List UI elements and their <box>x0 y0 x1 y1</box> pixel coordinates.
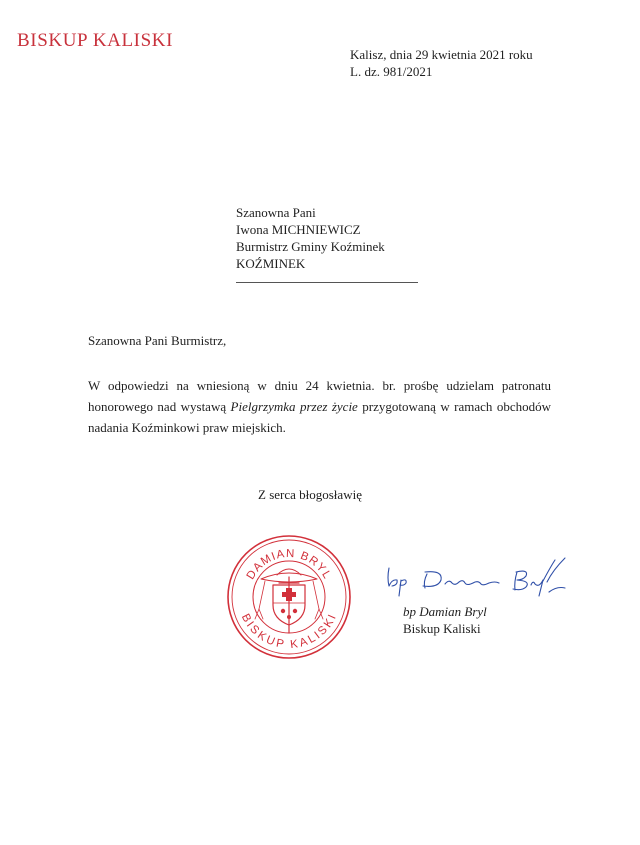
addressee-line-2: Iwona MICHNIEWICZ <box>236 222 361 237</box>
body-part-2: przygotowaną w ramach obchodów nadania Koźminkowi praw miejskich. <box>88 399 551 435</box>
exhibition-title: Pielgrzymka przez życie <box>230 399 358 414</box>
salutation: Szanowna Pani Burmistrz, <box>88 333 227 348</box>
handwritten-signature <box>383 552 568 602</box>
reference-number: L. dz. 981/2021 <box>350 64 433 79</box>
closing-phrase: Z serca błogosławię <box>258 487 362 502</box>
addressee-line-3: Burmistrz Gminy Koźminek <box>236 239 385 254</box>
bishop-seal-stamp <box>225 533 353 661</box>
seal-bottom-textpath: BISKUP KALISKI <box>238 612 340 652</box>
addressee-rule <box>236 282 418 283</box>
seal-top-textpath: DAMIAN BRYL <box>244 547 334 582</box>
place-date: Kalisz, dnia 29 kwietnia 2021 roku <box>350 47 533 62</box>
letterhead: BISKUP KALISKI <box>17 30 174 51</box>
body-part-1: W odpowiedzi na wniesioną w dniu 24 kwietnia. br. prośbę udzielam patronatu honorowego nad wystawą <box>88 378 551 414</box>
letter-meta <box>350 46 533 80</box>
addressee-line-4: KOŹMINEK <box>236 256 306 271</box>
signatory-title: Biskup Kaliski <box>403 621 481 636</box>
addressee-line-1: Szanowna Pani <box>236 205 316 220</box>
signatory-name: bp Damian Bryl <box>403 604 487 619</box>
signatory <box>403 603 487 637</box>
letter-body <box>88 375 551 438</box>
addressee-block <box>236 204 385 272</box>
